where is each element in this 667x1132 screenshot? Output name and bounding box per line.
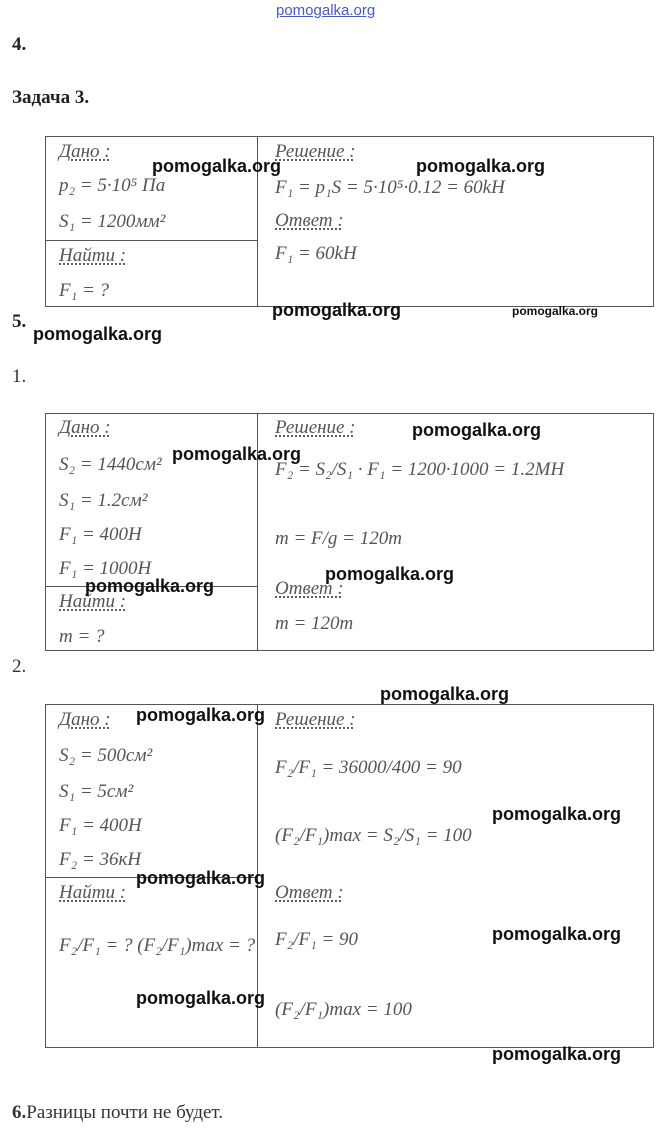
watermark: pomogalka.org	[136, 988, 266, 1008]
given-area-2: S₂ = 500см²	[59, 745, 153, 766]
answer-label: Ответ :	[275, 578, 344, 599]
section-6-number: 6.	[12, 1102, 27, 1123]
problem-1-number: 1.	[12, 366, 27, 387]
answer-ratio: F₂/F₁ = 90	[275, 929, 359, 950]
watermark: pomogalka.org	[172, 444, 302, 464]
section-6-text: Разницы почти не будет.	[26, 1102, 224, 1123]
find-label: Найти :	[59, 591, 127, 612]
watermark: pomogalka.org	[412, 420, 542, 440]
given-force-1: F₁ = 400H	[59, 815, 142, 836]
given-label: Дано :	[59, 709, 111, 730]
given-force-2: F₂ = 36кН	[59, 849, 142, 870]
site-link[interactable]: pomogalka.org	[276, 2, 376, 19]
watermark: pomogalka.org	[33, 324, 163, 344]
answer-value: F₁ = 60kH	[275, 243, 357, 264]
solution-formula: F₁ = p₁S = 5·10⁵·0.12 = 60kH	[275, 177, 505, 198]
solution-ratio: F₂/F₁ = 36000/400 = 90	[275, 757, 462, 778]
solution-label: Решение :	[275, 709, 356, 730]
solution-label: Решение :	[275, 417, 356, 438]
given-label: Дано :	[59, 141, 111, 162]
solution-label: Решение :	[275, 141, 356, 162]
solution-mass: m = F/g = 120m	[275, 528, 402, 549]
find-force: F₁ = ?	[59, 280, 110, 301]
watermark: pomogalka.org	[85, 576, 215, 596]
task-3-heading: Задача 3.	[12, 87, 90, 108]
given-area: S₁ = 1200мм²	[59, 211, 166, 232]
given-pressure: p₂ = 5·10⁵ Па	[59, 175, 166, 196]
answer-value: m = 120m	[275, 613, 354, 634]
watermark: pomogalka.org	[416, 156, 546, 176]
watermark: pomogalka.org	[492, 1044, 622, 1064]
solution-max-ratio: (F₂/F₁)max = S₂/S₁ = 100	[275, 825, 472, 846]
answer-label: Ответ :	[275, 882, 344, 903]
given-force-1b: F₁ = 1000H	[59, 558, 152, 579]
given-force-1: F₁ = 400H	[59, 524, 142, 545]
given-area-1: S₁ = 5см²	[59, 781, 134, 802]
section-6	[12, 1102, 223, 1124]
given-area-2: S₂ = 1440см²	[59, 454, 162, 475]
problem-2-number: 2.	[12, 656, 27, 677]
find-mass: m = ?	[59, 626, 105, 647]
answer-label: Ответ :	[275, 210, 344, 231]
watermark: pomogalka.org	[380, 684, 510, 704]
watermark: pomogalka.org	[136, 868, 266, 888]
answer-max-ratio: (F₂/F₁)max = 100	[275, 999, 412, 1020]
watermark: pomogalka.org	[492, 924, 622, 944]
watermark: pomogalka.org	[136, 705, 266, 725]
given-label: Дано :	[59, 417, 111, 438]
solution-force: F₂ = S₂/S₁ · F₁ = 1200·1000 = 1.2MH	[275, 459, 565, 480]
problem1-table	[45, 413, 654, 651]
find-ratio: F₂/F₁ = ? (F₂/F₁)max = ?	[59, 935, 256, 956]
watermark: pomogalka.org	[152, 156, 282, 176]
task3-table	[45, 136, 654, 307]
watermark: pomogalka.org	[492, 804, 622, 824]
section-4-heading: 4.	[12, 34, 27, 55]
watermark: pomogalka.org	[325, 564, 455, 584]
find-label: Найти :	[59, 245, 127, 266]
given-area-1: S₁ = 1.2см²	[59, 490, 148, 511]
find-label: Найти :	[59, 882, 127, 903]
watermark: pomogalka.org	[512, 304, 599, 318]
section-5-heading: 5.	[12, 311, 27, 332]
watermark: pomogalka.org	[272, 300, 402, 320]
